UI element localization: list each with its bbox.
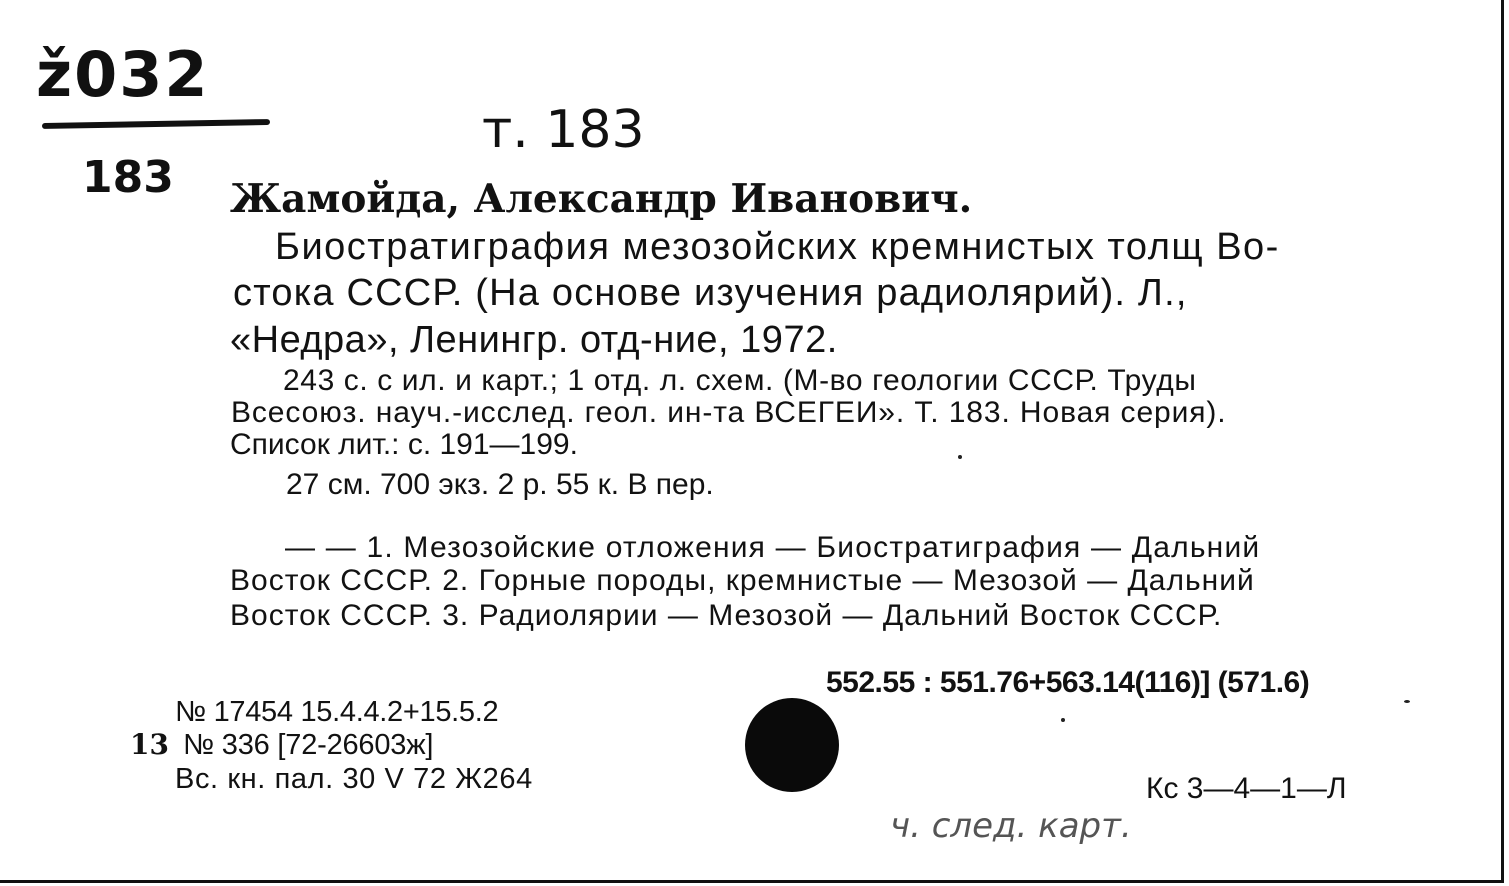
- registration-number: 13: [130, 728, 169, 761]
- title-line: Биостратиграфия мезозойских кремнистых толщ Во-: [275, 226, 1280, 268]
- registration-line: № 336 [72-26603ж]: [183, 729, 434, 761]
- print-speck: [958, 455, 962, 459]
- card-code: Кс 3—4—1—Л: [1146, 772, 1347, 805]
- handwritten-bottom-note: ч. след. карт.: [890, 806, 1132, 846]
- chamber-line: Вс. кн. пал. 30 V 72 Ж264: [175, 763, 533, 795]
- format-line: 27 см. 700 экз. 2 р. 55 к. В пер.: [286, 468, 714, 501]
- description-line: 243 с. с ил. и карт.; 1 отд. л. схем. (М-во геологии СССР. Труды: [283, 364, 1197, 397]
- title-line: «Недра», Ленингр. отд-ние, 1972.: [230, 319, 838, 361]
- subjects-line: — — 1. Мезозойские отложения — Биостратиграфия — Дальний: [285, 531, 1261, 564]
- handwritten-volume-mark: т. 183: [482, 100, 645, 160]
- author-heading: Жамойда, Александр Иванович.: [230, 176, 973, 222]
- punched-hole: [745, 698, 839, 792]
- print-speck: [1061, 718, 1065, 722]
- title-line: стока СССР. (На основе изучения радиолярий). Л.,: [233, 272, 1188, 314]
- handwritten-underline: [42, 119, 270, 129]
- subjects-line: Восток СССР. 3. Радиолярии — Мезозой — Дальний Восток СССР.: [230, 599, 1223, 632]
- handwritten-side-number: 183: [82, 152, 174, 203]
- subjects-line: Восток СССР. 2. Горные породы, кремнистые — Мезозой — Дальний: [230, 564, 1255, 597]
- handwritten-catalog-number: ž032: [36, 38, 210, 111]
- description-line: Всесоюз. науч.-исслед. геол. ин-та ВСЕГЕИ». Т. 183. Новая серия).: [231, 396, 1227, 429]
- print-speck: [1404, 700, 1410, 703]
- registration-line: № 17454 15.4.4.2+15.5.2: [175, 696, 499, 728]
- udc-index: 552.55 : 551.76+563.14(116)] (571.6): [826, 666, 1310, 699]
- description-line: Список лит.: с. 191—199.: [230, 428, 578, 461]
